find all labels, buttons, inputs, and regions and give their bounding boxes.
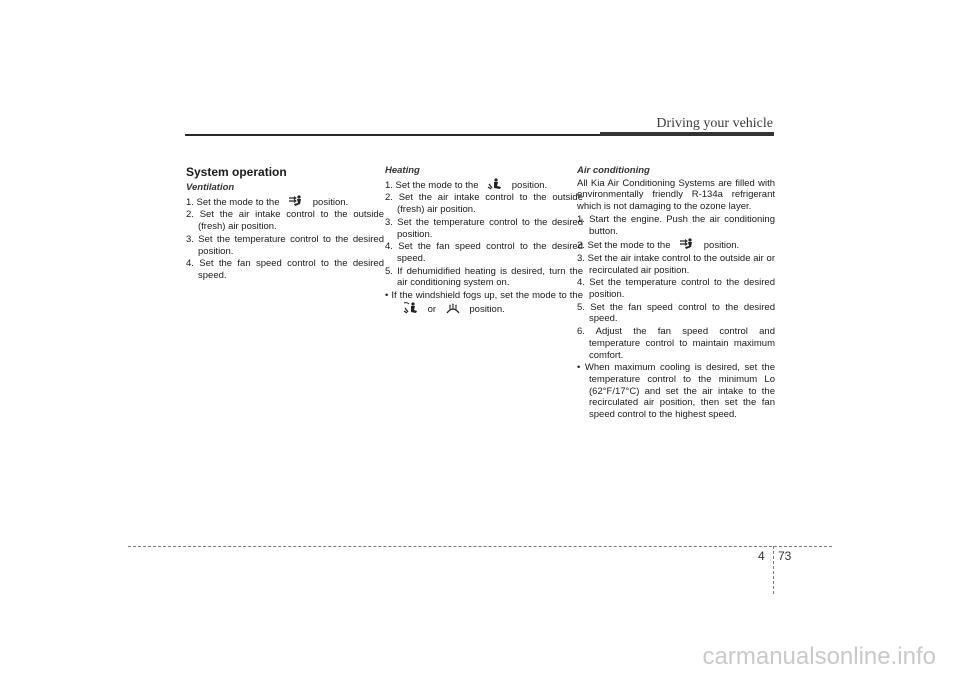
column-air-conditioning — [577, 165, 775, 422]
list-item: 2. Set the air intake control to the outside (fresh) air position. — [385, 192, 583, 216]
face-vent-icon — [679, 238, 695, 250]
list-item: 1. Start the engine. Push the air conditioning button. — [577, 213, 775, 237]
list-item: 3. Set the temperature control to the desired position. — [385, 216, 583, 240]
column-heating — [385, 165, 583, 316]
list-item: 1. Set the mode to the position. — [385, 179, 548, 191]
subheading-air-conditioning: Air conditioning — [577, 165, 650, 176]
watermark: carmanualsonline.info — [702, 643, 936, 670]
list-item: • If the windshield fogs up, set the mode to the or position. — [385, 290, 583, 315]
list-item: 2. Set the air intake control to the outside (fresh) air position. — [186, 209, 384, 233]
page-number-divider — [773, 546, 774, 594]
list-item: 5. If dehumidified heating is desired, turn the air conditioning system on. — [385, 265, 583, 289]
column-ventilation — [186, 165, 384, 283]
face-vent-icon — [288, 195, 304, 207]
list-item: 4. Set the fan speed control to the desired speed. — [385, 241, 583, 264]
list-item: 5. Set the fan speed control to the desired speed. — [577, 301, 775, 325]
section-header-title: Driving your vehicle — [656, 116, 773, 131]
list-item: 4. Set the fan speed control to the desired speed. — [186, 258, 384, 281]
header-rule-accent — [600, 132, 774, 136]
chapter-number: 4 — [758, 549, 765, 563]
list-item: 6. Adjust the fan speed control and temperature control to maintain maximum comfort. — [577, 326, 775, 361]
subheading-ventilation: Ventilation — [186, 182, 235, 193]
subheading-heating: Heating — [385, 165, 420, 176]
list-item: 2. Set the mode to the position. — [577, 240, 740, 252]
page-number: 73 — [778, 549, 792, 563]
intro-paragraph: All Kia Air Conditioning Systems are filled with environmentally friendly R-134a refrigerant which is not damaging to the ozone layer. — [577, 177, 775, 213]
list-item: 4. Set the temperature control to the desired position. — [577, 277, 775, 301]
defrost-icon — [445, 302, 461, 314]
floor-defrost-icon — [403, 302, 419, 314]
section-title: System operation — [186, 165, 287, 179]
list-item: 3. Set the temperature control to the desired position. — [186, 233, 384, 257]
list-item: 3. Set the air intake control to the outside air or recirculated air position. — [577, 252, 775, 276]
list-item: 1. Set the mode to the position. — [186, 196, 349, 208]
floor-vent-icon — [487, 178, 503, 190]
footer-rule — [128, 546, 832, 547]
list-item: • When maximum cooling is desired, set the temperature control to the minimum Lo (62°F/17°C) and set the air intake to the recirculated air position, then set the fan speed control to the highest speed. — [577, 362, 775, 421]
